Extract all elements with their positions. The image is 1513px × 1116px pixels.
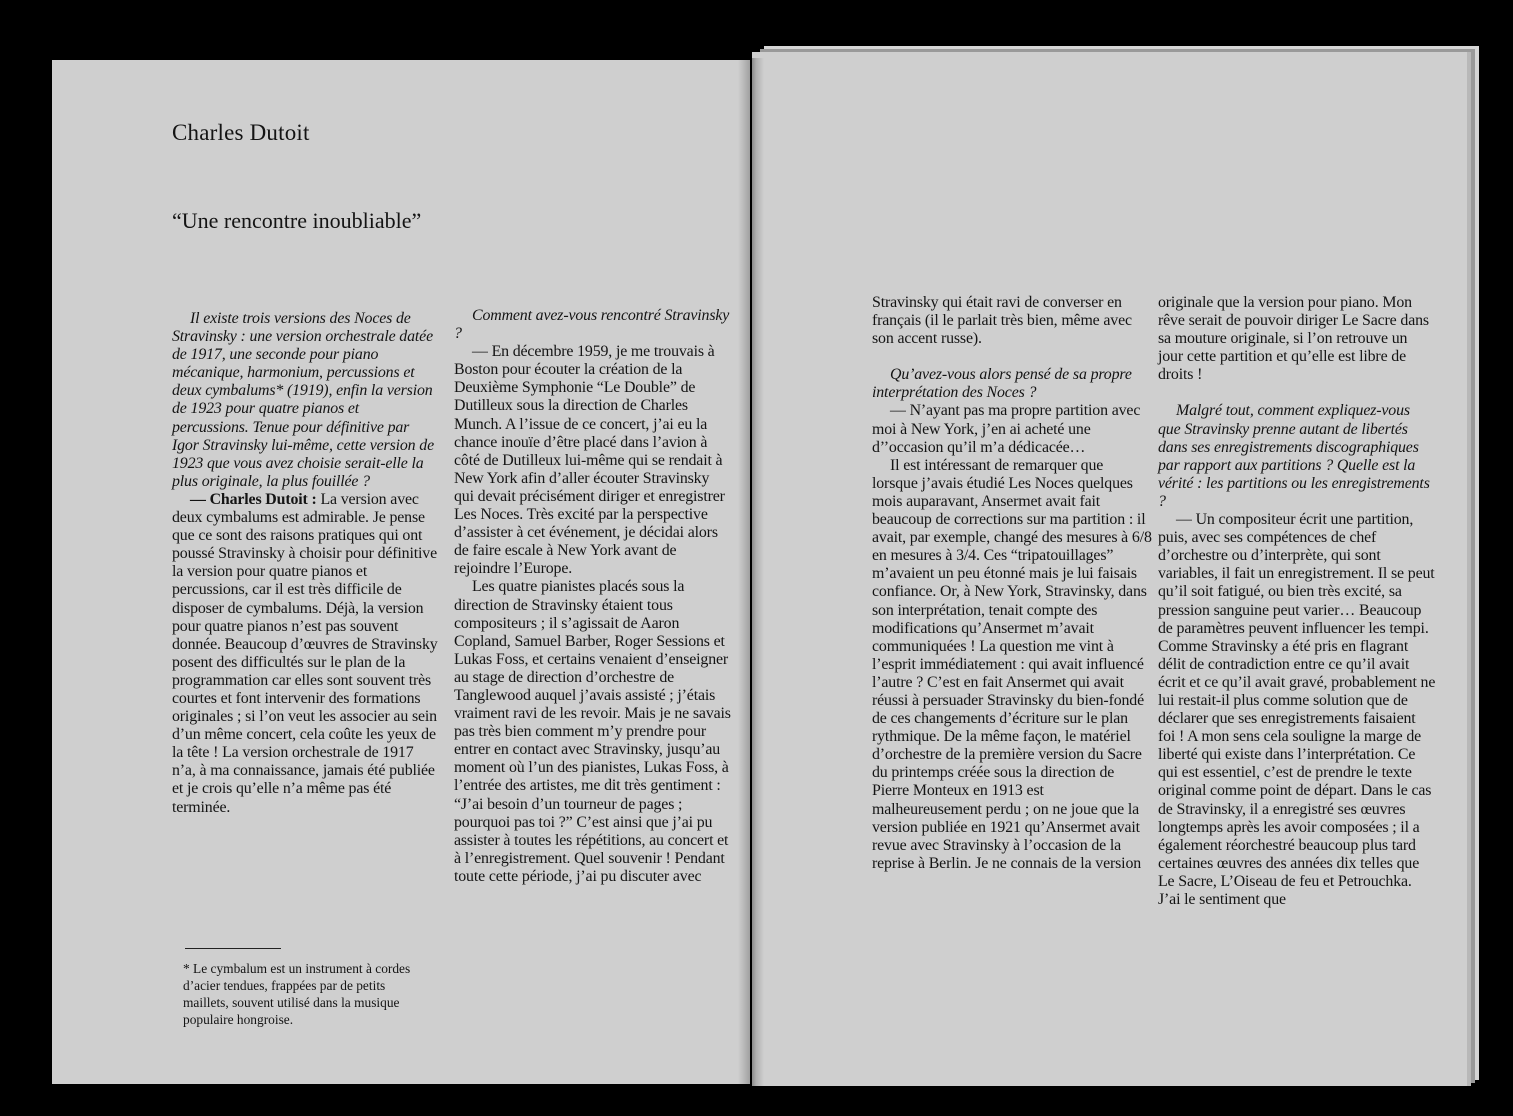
continued-text-col4: originale que la version pour piano. Mon rêve serait de pouvoir diriger Le Sacre dans sa mouture originale, si l’on retrouve un jour cette partition et qu’elle est libre de droits ! [1158, 294, 1429, 384]
answer-2-paragraph-2: Les quatre pianistes placés sous la direction de Stravinsky étaient tous compositeurs ; il s’agissait de Aaron Copland, Samuel Barber, Roger Sessions et Lukas Foss, et certains venaient d’enseigner au stage de direction d’orchestre de Tanglewood auquel j’avais assisté ; j’étais vraiment ravi de les revoir. Mais je ne savais pas très bien comment m’y prendre pour entrer en contact avec Stravinsky, jusqu’au moment où l’un des pianistes, Lukas Foss, à l’entrée des artistes, me dit très gentiment : “J’ai besoin d’un tourneur de pages ; pourquoi pas toi ?” C’est ainsi que j’ai pu assister à toutes les répétitions, au concert et à l’enregistrement. Quel souvenir ! Pendant toute cette période, j’ai pu discuter avec [454, 578, 731, 885]
column-3 [872, 294, 1152, 873]
question-2: Comment avez-vous rencontré Stravinsky ? [454, 307, 730, 343]
answer-3-paragraph-1: — N’ayant pas ma propre partition avec moi à New York, j’en ai acheté une d’’occasion qu’il m’a dédicacée… [872, 402, 1141, 456]
right-page [752, 52, 1467, 1086]
answer-1 [172, 491, 438, 817]
column-4 [1158, 294, 1436, 909]
column-2 [454, 307, 732, 886]
question-4: Malgré tout, comment expliquez-vous que Stravinsky prenne autant de libertés dans ses enregistrements discographiques par rapport aux partitions ? Quelle est la vérité : les partitions ou les enregistrements ? [1158, 402, 1430, 510]
footnote-rule [185, 948, 281, 949]
article-title: Charles Dutoit [172, 120, 310, 145]
article-subtitle: “Une rencontre inoubliable” [172, 208, 422, 233]
book-gutter [738, 58, 764, 1086]
answer-3-paragraph-2: Il est intéressant de remarquer que lorsque j’avais étudié Les Noces quelques mois auparavant, Ansermet avait fait beaucoup de corrections sur ma partition : il avait, par exemple, changé des mesures à 6/8 en mesures à 3/4. Ces “tripatouillages” m’avaient un peu étonné mais je lui faisais confiance. Or, à New York, Stravinsky, dans son interprétation, tenait compte des modifications qu’Ansermet m’avait communiquées ! La question me vint à l’esprit immédiatement : qui avait influencé l’autre ? C’est en fait Ansermet qui avait réussi à persuader Stravinsky du bien-fondé de ces changements d’écriture sur le plan rythmique. De la même façon, le matériel d’orchestre de la première version du Sacre du printemps créée sous la direction de Pierre Monteux en 1913 est malheureusement perdu ; on ne joue que la version publiée en 1921 qu’Ansermet avait revue avec Stravinsky à l’occasion de la reprise à Berlin. Je ne connais de la version [872, 456, 1152, 872]
answer-1-text: La version avec deux cymbalums est admirable. Je pense que ce sont des raisons pratiques qui ont poussé Stravinsky à choisir pour définitive la version pour quatre pianos et percussions, car il est très difficile de disposer de cymbalums. Déjà, la version pour quatre pianos n’est pas souvent donnée. Beaucoup d’œuvres de Stravinsky posent des difficultés sur le plan de la programmation car elles sont souvent très courtes et font intervenir des formations originales ; si l’on veut les associer au sein d’un même concert, cela coûte les yeux de la tête ! La version orchestrale de 1917 n’a, à ma connaissance, jamais été publiée et je crois qu’elle n’a même pas été terminée. [172, 490, 438, 816]
answer-2-paragraph-1: — En décembre 1959, je me trouvais à Boston pour écouter la création de la Deuxième Symphonie “Le Double” de Dutilleux sous la direction de Charles Munch. A l’issue de ce concert, j’ai eu la chance inouïe d’être placé dans l’avion à côté de Dutilleux lui-même qui se rendait à New York afin d’aller écouter Stravinsky qui devait précisément diriger et enregistrer Les Noces. Très excité par la perspective d’assister à cet événement, je décidai alors de faire escale à New York avant de rejoindre l’Europe. [454, 343, 725, 578]
column-1 [172, 310, 438, 817]
speaker-name: — Charles Dutoit : [190, 490, 317, 508]
left-page [52, 60, 750, 1084]
question-1: Il existe trois versions des Noces de Stravinsky : une version orchestrale datée de 1917, une seconde pour piano mécanique, harmonium, percussions et deux cymbalums* (1919), enfin la version de 1923 pour quatre pianos et percussions. Tenue pour définitive par Igor Stravinsky lui-même, cette version de 1923 que vous avez choisie serait-elle la plus originale, la plus fouillée ? [172, 310, 434, 490]
question-3: Qu’avez-vous alors pensé de sa propre interprétation des Noces ? [872, 366, 1132, 402]
continued-text-col3: Stravinsky qui était ravi de converser en français (il le parlait très bien, même avec son accent russe). [872, 294, 1132, 348]
answer-4: — Un compositeur écrit une partition, puis, avec ses compétences de chef d’orchestre ou d’interprète, qui sont variables, il fait un enregistrement. Il se peut qu’il soit fatigué, ou bien très excité, sa pression sanguine peut varier… Beaucoup de paramètres peuvent influencer les tempi. Comme Stravinsky a été pris en flagrant délit de contradiction entre ce qu’il avait écrit et ce qu’il avait gravé, probablement ne lui restait-il plus comme solution que de déclarer que ses enregistrements faisaient foi ! A mon sens cela souligne la marge de liberté qui existe dans l’interprétation. Ce qui est essentiel, c’est de prendre le texte original comme point de départ. Dans le cas de Stravinsky, il a enregistré ses œuvres longtemps après les avoir composées ; il a également réorchestré beaucoup plus tard certaines œuvres des années dix telles que Le Sacre, L’Oiseau de feu et Petrouchka. J’ai le sentiment que [1158, 511, 1436, 908]
footnote: * Le cymbalum est un instrument à cordes d’acier tendues, frappées par de petits maillets, souvent utilisé dans la musique populaire hongroise. [183, 961, 411, 1027]
